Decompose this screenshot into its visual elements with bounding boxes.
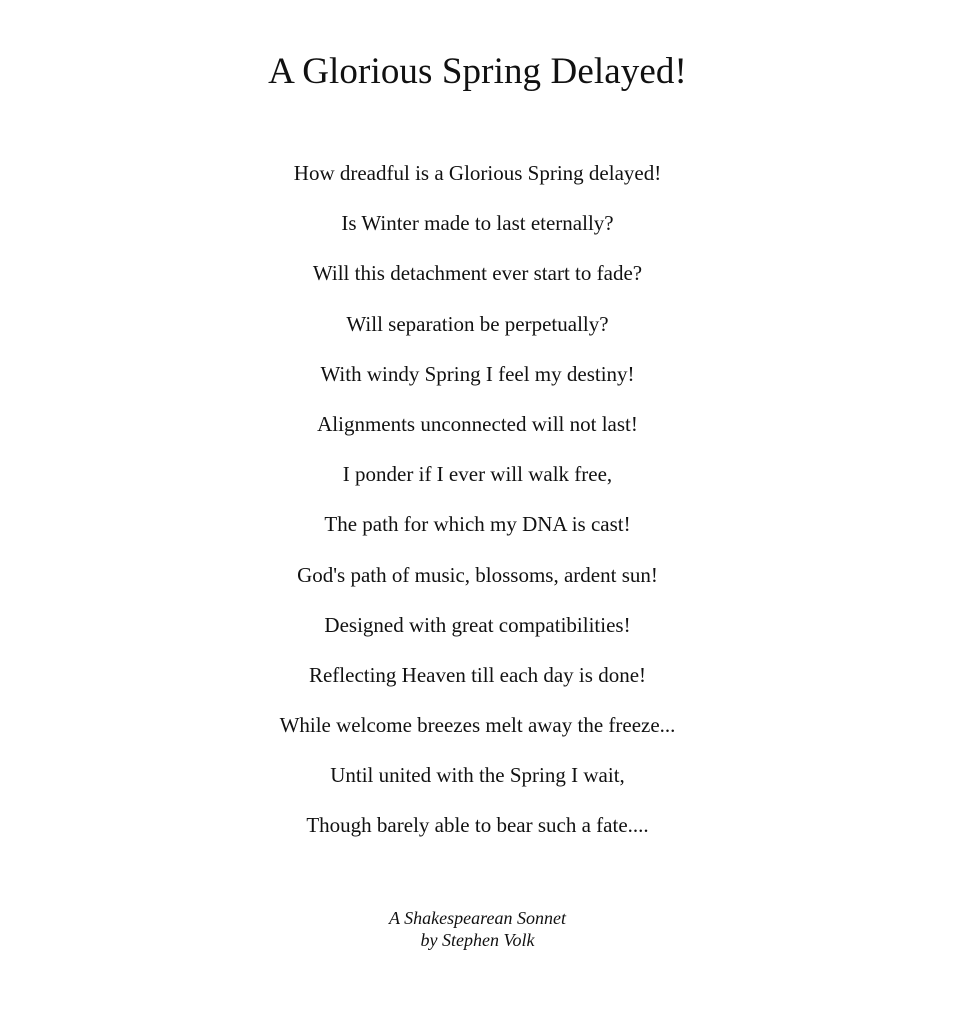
poem-line: Until united with the Spring I wait, (330, 763, 625, 788)
poem-line: Designed with great compatibilities! (324, 612, 631, 637)
poem-author: by Stephen Volk (420, 929, 535, 950)
poem-line: Will this detachment ever start to fade? (312, 261, 643, 286)
poem-line: How dreadful is a Glorious Spring delayed! (293, 161, 662, 185)
poem-form: A Shakespearean Sonnet (389, 908, 566, 928)
poem-line: I ponder if I ever will walk free, (342, 462, 613, 487)
poem-line: God's path of music, blossoms, ardent sun! (297, 562, 658, 587)
poem-line: Alignments unconnected will not last! (317, 411, 638, 436)
poem-line: Is Winter made to last eternally? (341, 211, 614, 236)
poem-line: Reflecting Heaven till each day is done! (308, 662, 647, 687)
poem-credit (0, 908, 955, 951)
poem-line: Though barely able to bear such a fate.... (306, 813, 649, 838)
poem-body (0, 158, 955, 861)
poem-line: The path for which my DNA is cast! (324, 512, 631, 537)
poem-line: Will separation be perpetually? (346, 311, 609, 336)
poem-line: While welcome breezes melt away the freeze... (279, 713, 676, 738)
poem-line: With windy Spring I feel my destiny! (320, 361, 635, 386)
poem-title: A Glorious Spring Delayed! (268, 51, 687, 92)
